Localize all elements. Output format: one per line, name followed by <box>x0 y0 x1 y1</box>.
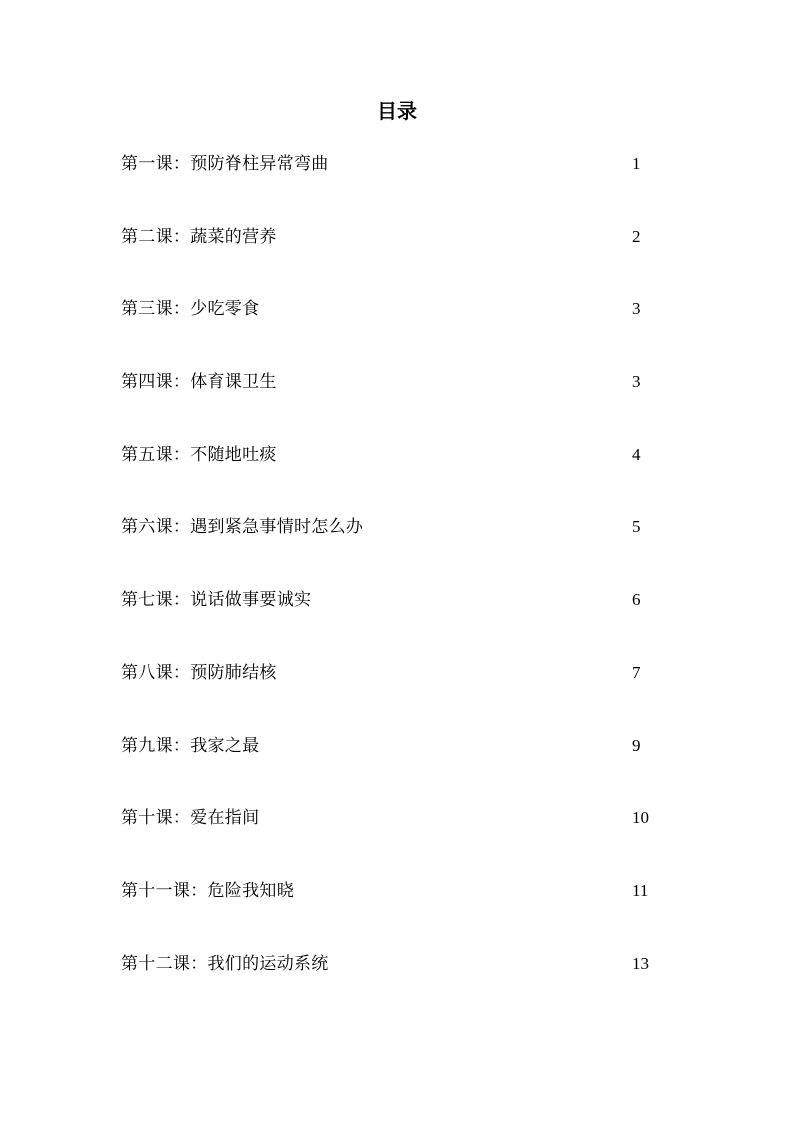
toc-entry <box>121 877 661 950</box>
toc-entry-title: 第七课：说话做事要诚实 <box>121 590 312 611</box>
toc-entry <box>121 295 661 368</box>
toc-entry <box>121 659 661 732</box>
toc-entry <box>121 586 661 659</box>
toc-entry <box>121 441 661 514</box>
toc-entry <box>121 804 661 877</box>
toc-entry-title: 第一课：预防脊柱异常弯曲 <box>121 154 329 174</box>
toc-entry <box>121 223 661 296</box>
toc-entry-page-number: 1 <box>632 154 641 173</box>
toc-entry-page-number: 4 <box>632 444 641 464</box>
toc-entry-page-number: 2 <box>632 226 641 246</box>
toc-entry-title: 第二课：蔬菜的营养 <box>121 226 277 247</box>
toc-entry <box>121 732 661 805</box>
toc-entry-page-number: 11 <box>632 880 649 900</box>
page-title: 目录 <box>377 99 417 123</box>
toc-entry-title: 第四课：体育课卫生 <box>121 372 277 393</box>
toc-entry-page-number: 5 <box>632 517 641 537</box>
toc-entry <box>121 950 661 1023</box>
toc-entry-title: 第十课：爱在指间 <box>121 808 260 829</box>
table-of-contents <box>121 150 661 1022</box>
toc-entry-title: 第六课：遇到紧急事情时怎么办 <box>121 517 364 538</box>
toc-entry-title: 第五课：不随地吐痰 <box>121 444 277 465</box>
toc-entry-page-number: 3 <box>632 299 641 319</box>
toc-entry <box>121 368 661 441</box>
toc-entry-page-number: 10 <box>632 808 649 828</box>
toc-entry-title: 第十二课：我们的运动系统 <box>121 953 329 974</box>
toc-entry-page-number: 13 <box>632 953 649 973</box>
toc-entry <box>121 513 661 586</box>
toc-entry-page-number: 6 <box>632 590 641 610</box>
toc-entry-page-number: 3 <box>632 372 641 392</box>
toc-entry <box>121 150 661 223</box>
toc-entry-page-number: 9 <box>632 735 641 755</box>
toc-entry-page-number: 7 <box>632 662 641 682</box>
toc-entry-title: 第九课：我家之最 <box>121 735 260 756</box>
toc-entry-title: 第三课：少吃零食 <box>121 299 260 320</box>
toc-entry-title: 第八课：预防肺结核 <box>121 662 277 683</box>
toc-entry-title: 第十一课：危险我知晓 <box>121 880 294 901</box>
